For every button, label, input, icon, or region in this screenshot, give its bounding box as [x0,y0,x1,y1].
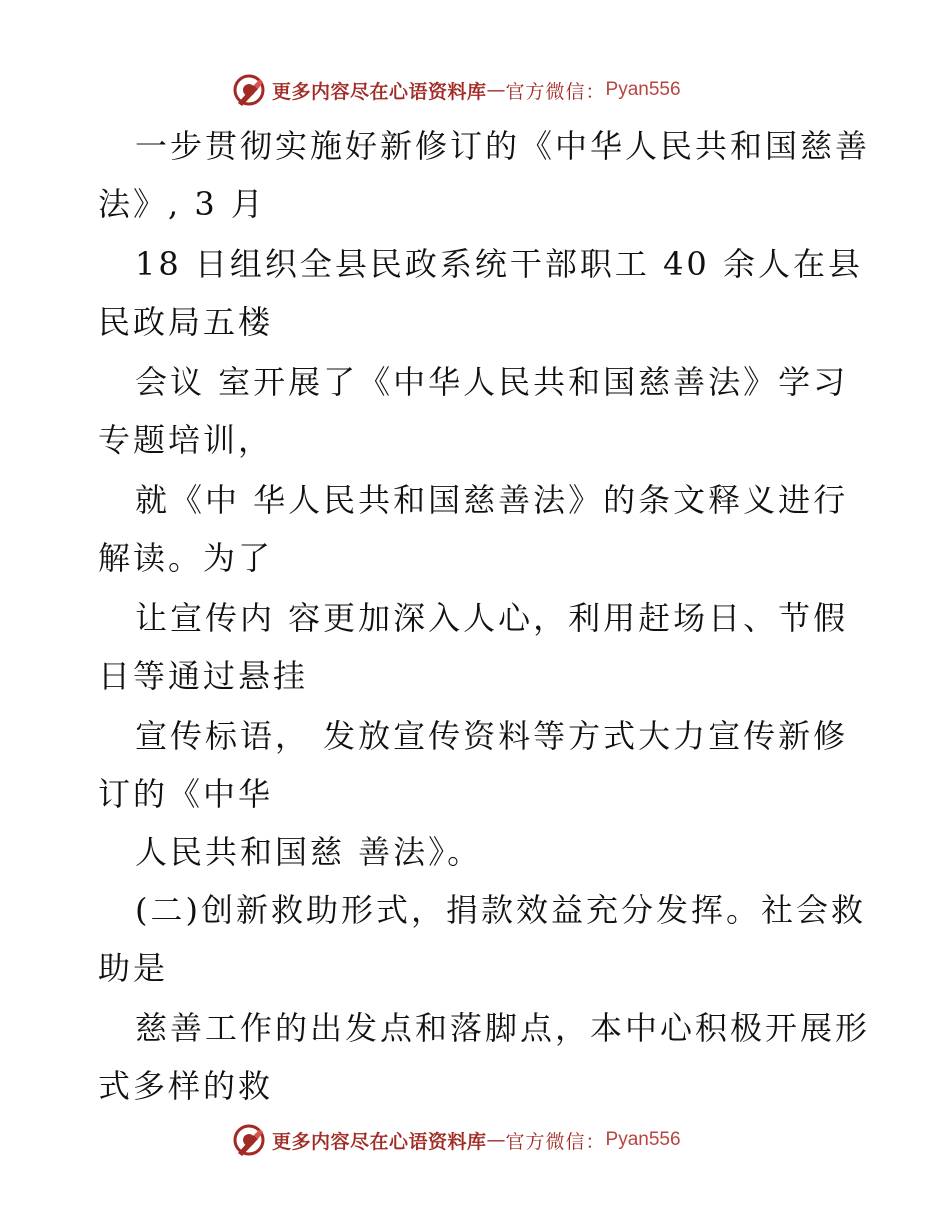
body-line: 专题培训， [98,421,274,459]
body-line: 日等通过悬挂 [98,657,309,695]
body-line: 人民共和国慈 善法》。 [135,833,483,871]
banner-wechat-id: Pyan556 [605,1129,681,1150]
body-line: 解读。为了 [98,539,274,577]
footer-banner [232,1122,681,1158]
body-line: 让宣传内 容更加深入人心，利用赶场日、节假 [135,599,849,637]
body-line: 宣传标语， 发放宣传资料等方式大力宣传新修 [135,717,849,755]
body-line: 一步贯彻实施好新修订的《中华人民共和国慈善 [135,127,871,165]
banner-wechat-id: Pyan556 [605,79,681,100]
banner-dash: — [486,79,506,101]
banner-wechat-label: 官方微信： [505,1130,606,1153]
body-line: 18 日组织全县民政系统干部职工 40 余人在县 [135,245,863,283]
body-line: 法》, 3 月 [98,185,266,223]
pen-logo-icon [232,73,266,107]
body-line: (二)创新救助形式，捐款效益充分发挥。社会救 [135,891,866,929]
body-line: 慈善工作的出发点和落脚点，本中心积极开展形 [135,1009,871,1047]
body-line: 订的《中华 [98,775,274,813]
banner-brand: 更多内容尽在心语资料库 [272,80,487,103]
body-line: 就《中 华人民共和国慈善法》的条文释义进行 [135,481,849,519]
body-line: 民政局五楼 [98,303,274,341]
banner-dash: — [486,1129,506,1151]
banner-brand: 更多内容尽在心语资料库 [272,1130,487,1153]
body-line: 会议 室开展了《中华人民共和国慈善法》学习 [135,363,849,401]
pen-logo-icon [232,1123,266,1157]
banner-wechat-label: 官方微信： [505,80,606,103]
header-banner [232,72,681,108]
body-line: 助是 [98,949,169,987]
body-line: 式多样的救 [98,1067,274,1105]
